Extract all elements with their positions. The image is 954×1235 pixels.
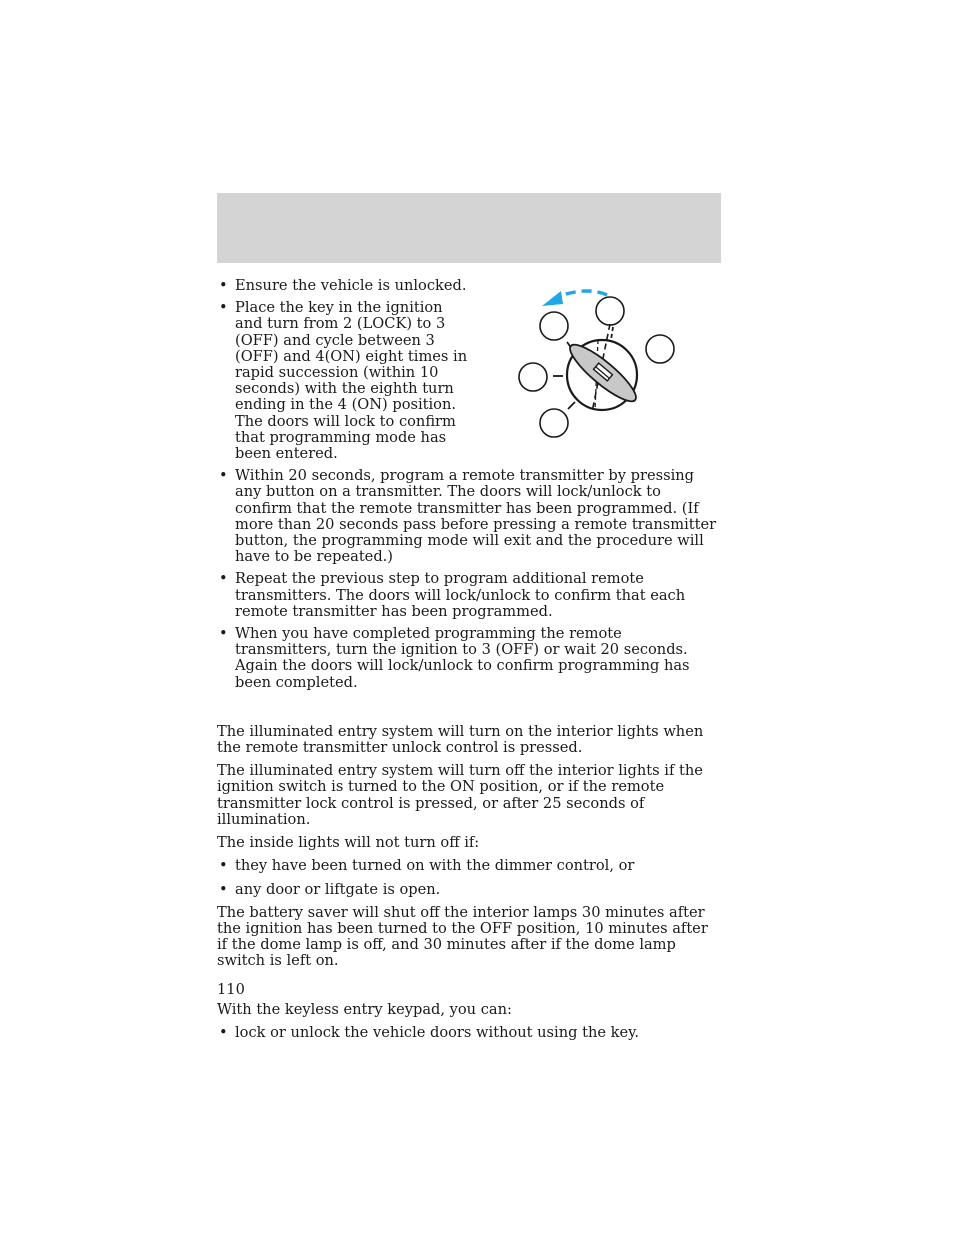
paragraph: The illuminated entry system will turn off the interior lights if the ignition switch is turned to the ON position, or if the remote transmitter lock control is pressed, or after 25 seconds of illumination. — [217, 762, 703, 828]
paragraph: The inside lights will not turn off if: — [217, 834, 480, 852]
paragraph: The battery saver will shut off the interior lamps 30 minutes after the ignition has been turned to the OFF position, 10 minutes after if the dome lamp is off, and 30 minutes after if the dome lamp switch is left on. — [217, 903, 708, 970]
list-item: • they have been turned on with the dimmer control, or — [217, 858, 721, 874]
list-item: • Place the key in the ignition and turn from 2 (LOCK) to 3 (OFF) and cycle between 3 (OFF) and 4(ON) eight times in rapid succession (within 10 seconds) with the eighth turn ending in the 4 (ON) position. The doors will lock to confirm that programming mode has been entered. — [217, 300, 472, 462]
list-item: • Ensure the vehicle is unlocked. — [217, 278, 472, 294]
paragraph: With the keyless entry keypad, you can: — [217, 1000, 512, 1018]
list-item: • When you have completed programming the remote transmitters, turn the ignition to 3 (OFF) or wait 20 seconds. Again the doors will lock/unlock to confirm programming has been completed. — [217, 626, 721, 691]
section-header-band — [217, 193, 721, 263]
list-item: • Repeat the previous step to program additional remote transmitters. The doors will lock/unlock to confirm that each remote transmitter has been programmed. — [217, 571, 721, 620]
list-item: • any door or liftgate is open. — [217, 882, 721, 898]
page-content — [217, 278, 721, 1041]
list-item: • lock or unlock the vehicle doors without using the key. — [217, 1025, 721, 1041]
list-item: • Within 20 seconds, program a remote transmitter by pressing any button on a transmitter. The doors will lock/unlock to confirm that the remote transmitter has been programmed. (If more than 20 seconds pass before pressing a remote transmitter button, the programming mode will exit and the procedure will have to be repeated.) — [217, 468, 721, 565]
page-number: 110 — [217, 981, 245, 998]
paragraph: The illuminated entry system will turn on the interior lights when the remote transmitter unlock control is pressed. — [217, 722, 704, 757]
